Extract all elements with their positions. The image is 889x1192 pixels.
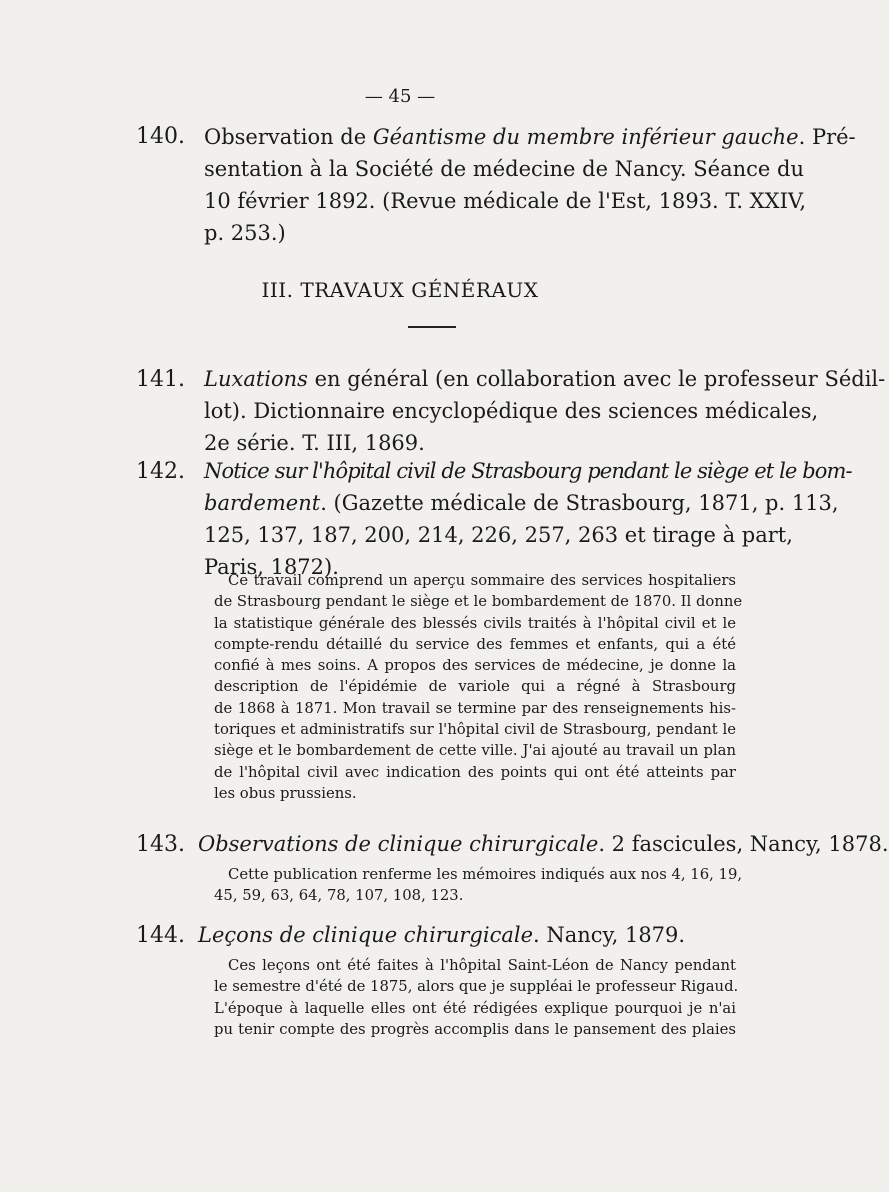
entry-number: 144. bbox=[136, 923, 185, 948]
section-divider bbox=[408, 326, 456, 328]
note-line: toriques et administratifs sur l'hôpital civil de Strasbourg, pendant le bbox=[214, 721, 736, 739]
entry-text bbox=[198, 919, 738, 951]
note-line: Cette publication renferme les mémoires indiqués aux nos 4, 16, 19, bbox=[228, 866, 743, 883]
entry-line: lot). Dictionnaire encyclopédique des sciences médicales, bbox=[204, 399, 819, 423]
entry-note bbox=[214, 955, 739, 1040]
note-line: siège et le bombardement de cette ville. J'ai ajouté au travail un plan bbox=[214, 742, 736, 760]
note-line: Ces leçons ont été faites à l'hôpital Saint-Léon de Nancy pendant bbox=[228, 957, 736, 974]
entry-number: 142. bbox=[136, 459, 185, 484]
entry-line: sentation à la Société de médecine de Nancy. Séance du bbox=[204, 157, 804, 181]
entry-line: 125, 137, 187, 200, 214, 226, 257, 263 et tirage à part, bbox=[204, 523, 793, 547]
entry-line: Observations de clinique chirurgicale. 2 fascicules, Nancy, 1878. bbox=[198, 832, 889, 856]
page-number: — 45 — bbox=[364, 86, 436, 107]
entry-line: 10 février 1892. (Revue médicale de l'Est, 1893. T. XXIV, bbox=[204, 189, 807, 213]
entry-line: Notice sur l'hôpital civil de Strasbourg pendant le siège et le bom- bbox=[204, 459, 852, 483]
note-line: de Strasbourg pendant le siège et le bombardement de 1870. Il donne bbox=[214, 593, 743, 611]
entry-line: bardement. (Gazette médicale de Strasbourg, 1871, p. 113, bbox=[204, 491, 839, 515]
entry-note bbox=[214, 570, 743, 804]
section-heading: III. TRAVAUX GÉNÉRAUX bbox=[261, 278, 539, 302]
entry-text bbox=[198, 828, 889, 860]
note-line: compte-rendu détaillé du service des femmes et enfants, qui a été bbox=[214, 635, 736, 653]
entry-number: 141. bbox=[136, 367, 185, 392]
entry-note bbox=[214, 864, 743, 907]
note-line: pu tenir compte des progrès accomplis dans le pansement des plaies bbox=[214, 1020, 736, 1038]
note-line: Ce travail comprend un aperçu sommaire des services hospitaliers bbox=[228, 572, 736, 589]
entry-number: 143. bbox=[136, 832, 185, 857]
entry-text bbox=[204, 121, 856, 249]
entry-text bbox=[204, 455, 852, 583]
note-line: le semestre d'été de 1875, alors que je suppléai le professeur Rigaud. bbox=[214, 978, 739, 996]
note-line: confié à mes soins. A propos des services de médecine, je donne la bbox=[214, 657, 736, 675]
entry-line: Observation de Géantisme du membre inférieur gauche. Pré- bbox=[204, 125, 856, 149]
note-line: L'époque à laquelle elles ont été rédigées explique pourquoi je n'ai bbox=[214, 999, 736, 1017]
entry-line: Leçons de clinique chirurgicale. Nancy, 1879. bbox=[198, 923, 686, 947]
entry-line: Luxations en général (en collaboration avec le professeur Sédil- bbox=[204, 367, 886, 391]
entry-line: Paris, 1872). bbox=[204, 555, 339, 579]
note-line: de l'hôpital civil avec indication des points qui ont été atteints par bbox=[214, 763, 736, 781]
entry-line: 2e série. T. III, 1869. bbox=[204, 431, 425, 455]
note-line: de 1868 à 1871. Mon travail se termine par des renseignements his- bbox=[214, 699, 736, 717]
entry-number: 140. bbox=[136, 124, 185, 149]
note-line: 45, 59, 63, 64, 78, 107, 108, 123. bbox=[214, 887, 464, 905]
note-line: la statistique générale des blessés civils traités à l'hôpital civil et le bbox=[214, 614, 736, 632]
entry-line: p. 253.) bbox=[204, 221, 286, 245]
note-line: description de l'épidémie de variole qui a régné à Strasbourg bbox=[214, 678, 736, 696]
entry-text bbox=[204, 363, 886, 459]
note-line: les obus prussiens. bbox=[214, 784, 357, 802]
